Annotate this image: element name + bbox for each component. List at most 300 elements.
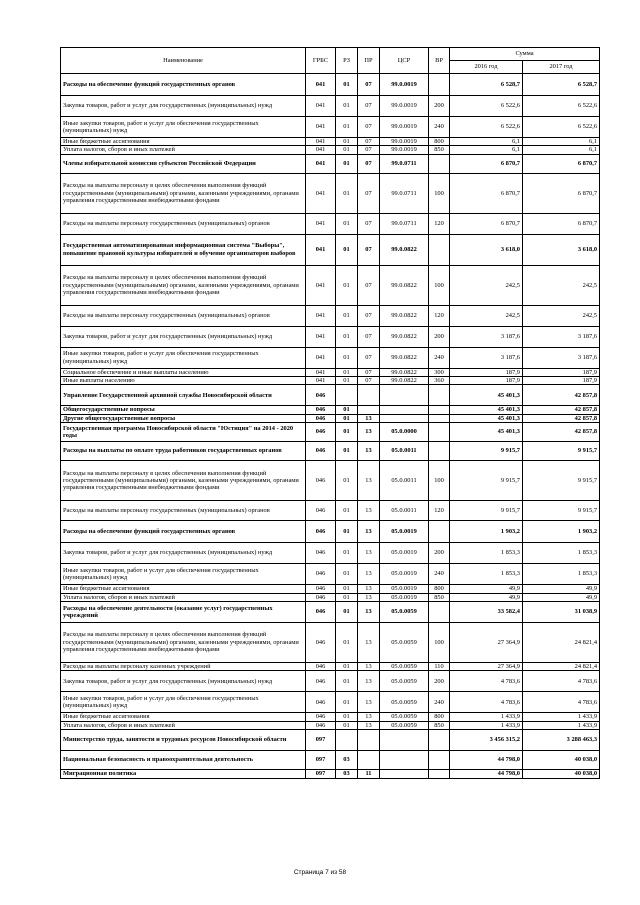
row-grbs-cell: 046 [306, 521, 336, 543]
row-pr-cell: 07 [358, 265, 380, 305]
row-pr-cell: 13 [358, 622, 380, 662]
row-2017-cell: 31 038,9 [523, 601, 600, 622]
row-2017-cell: 3 618,0 [523, 234, 600, 265]
row-rz-cell: 01 [336, 305, 358, 326]
row-csr-cell: 05.0.0019 [380, 521, 429, 543]
row-name-cell: Государственная автоматизированная информационная система "Выборы", повышение правовой культуры избирателей и обучение организаторов выборов [61, 234, 306, 265]
row-2017-cell: 1 853,3 [523, 564, 600, 585]
row-2017-cell: 187,9 [523, 368, 600, 376]
row-2016-cell: 27 364,9 [450, 662, 523, 670]
row-rz-cell: 01 [336, 442, 358, 461]
row-vr-cell: 120 [429, 305, 450, 326]
table-row [61, 406, 600, 414]
row-name-cell: Иные закупки товаров, работ и услуг для обеспечения государственных (муниципальных) нужд [61, 692, 306, 713]
row-vr-cell: 850 [429, 721, 450, 729]
row-name-cell: Расходы на выплаты персоналу государственных (муниципальных) органов [61, 305, 306, 326]
row-grbs-cell: 041 [306, 154, 336, 173]
row-name-cell: Управление Государственной архивной службы Новосибирской области [61, 385, 306, 406]
table-row [61, 265, 600, 305]
row-vr-cell: 800 [429, 713, 450, 721]
row-2016-cell: 45 401,3 [450, 414, 523, 422]
row-vr-cell: 800 [429, 138, 450, 146]
table-row [61, 368, 600, 376]
row-name-cell: Расходы на выплаты персоналу в целях обеспечения выполнения функций государственными (муниципальными) органами, казенными учреждениями, органами управления государственными внебюджетными фондами [61, 461, 306, 501]
row-rz-cell: 01 [336, 368, 358, 376]
row-csr-cell: 99.0.0019 [380, 146, 429, 154]
row-pr-cell: 07 [358, 368, 380, 376]
row-pr-cell: 13 [358, 671, 380, 692]
row-rz-cell: 01 [336, 501, 358, 521]
row-pr-cell: 07 [358, 74, 380, 96]
row-rz-cell: 01 [336, 414, 358, 422]
row-grbs-cell: 041 [306, 74, 336, 96]
row-2017-cell: 1 853,3 [523, 543, 600, 564]
row-2017-cell: 40 038,0 [523, 750, 600, 769]
row-name-cell: Члены избирательной комиссии субъектов Российской Федерации [61, 154, 306, 173]
row-csr-cell: 05.0.0019 [380, 543, 429, 564]
row-name-cell: Расходы на выплаты персоналу в целях обеспечения выполнения функций государственными (муниципальными) органами, казенными учреждениями, органами управления государственными внебюджетными фондами [61, 173, 306, 213]
row-grbs-cell: 041 [306, 326, 336, 347]
row-rz-cell: 01 [336, 692, 358, 713]
row-rz-cell: 01 [336, 461, 358, 501]
table-row [61, 671, 600, 692]
table-body [61, 74, 600, 779]
row-csr-cell [380, 414, 429, 422]
row-name-cell: Расходы на выплаты по оплате труда работников государственных органов [61, 442, 306, 461]
row-pr-cell: 13 [358, 593, 380, 601]
row-rz-cell: 01 [336, 593, 358, 601]
row-2016-cell: 4 783,6 [450, 692, 523, 713]
row-2016-cell: 44 798,0 [450, 769, 523, 778]
row-grbs-cell: 046 [306, 501, 336, 521]
row-grbs-cell: 046 [306, 543, 336, 564]
row-csr-cell: 05.0.0059 [380, 671, 429, 692]
row-vr-cell [429, 521, 450, 543]
row-name-cell: Иные закупки товаров, работ и услуг для обеспечения государственных (муниципальных) нужд [61, 564, 306, 585]
row-2017-cell: 6 870,7 [523, 154, 600, 173]
row-name-cell: Уплата налогов, сборов и иных платежей [61, 146, 306, 154]
row-2017-cell: 4 783,6 [523, 671, 600, 692]
row-name-cell: Социальное обеспечение и иные выплаты населению [61, 368, 306, 376]
row-2017-cell: 24 821,4 [523, 622, 600, 662]
row-grbs-cell: 041 [306, 96, 336, 117]
row-pr-cell: 13 [358, 713, 380, 721]
row-name-cell: Расходы на выплаты персоналу государственных (муниципальных) органов [61, 501, 306, 521]
row-pr-cell: 13 [358, 521, 380, 543]
row-csr-cell: 99.0.0019 [380, 117, 429, 138]
row-name-cell: Министерство труда, занятости и трудовых ресурсов Новосибирской области [61, 729, 306, 750]
row-csr-cell: 99.0.0822 [380, 234, 429, 265]
row-rz-cell: 01 [336, 521, 358, 543]
row-2016-cell: 9 915,7 [450, 461, 523, 501]
row-vr-cell: 100 [429, 265, 450, 305]
row-2016-cell: 6 870,7 [450, 154, 523, 173]
row-rz-cell: 01 [336, 138, 358, 146]
row-rz-cell: 01 [336, 377, 358, 385]
row-vr-cell: 100 [429, 461, 450, 501]
row-rz-cell: 01 [336, 265, 358, 305]
row-pr-cell: 11 [358, 769, 380, 778]
header-vr: ВР [429, 48, 450, 74]
row-pr-cell: 13 [358, 461, 380, 501]
row-rz-cell: 01 [336, 721, 358, 729]
row-csr-cell: 05.0.0011 [380, 501, 429, 521]
row-2017-cell: 42 857,8 [523, 414, 600, 422]
row-2017-cell: 6 522,6 [523, 96, 600, 117]
row-2016-cell: 1 853,3 [450, 564, 523, 585]
row-rz-cell: 01 [336, 234, 358, 265]
row-rz-cell: 01 [336, 671, 358, 692]
row-rz-cell: 01 [336, 713, 358, 721]
row-grbs-cell: 041 [306, 368, 336, 376]
table-row [61, 173, 600, 213]
table-row [61, 117, 600, 138]
row-vr-cell [429, 423, 450, 442]
table-row [61, 326, 600, 347]
row-vr-cell: 240 [429, 564, 450, 585]
row-csr-cell: 05.0.0059 [380, 692, 429, 713]
row-2016-cell: 45 401,3 [450, 423, 523, 442]
row-csr-cell: 05.0.0019 [380, 593, 429, 601]
row-rz-cell: 01 [336, 74, 358, 96]
row-2016-cell: 27 364,9 [450, 622, 523, 662]
row-pr-cell: 13 [358, 662, 380, 670]
row-2017-cell: 1 433,9 [523, 721, 600, 729]
row-name-cell: Расходы на выплаты персоналу в целях обеспечения выполнения функций государственными (муниципальными) органами, казенными учреждениями, органами управления государственными внебюджетными фондами [61, 622, 306, 662]
row-vr-cell: 200 [429, 96, 450, 117]
row-pr-cell: 13 [358, 423, 380, 442]
row-2017-cell: 9 915,7 [523, 461, 600, 501]
row-grbs-cell: 046 [306, 442, 336, 461]
row-grbs-cell: 041 [306, 213, 336, 234]
row-csr-cell: 99.0.0019 [380, 138, 429, 146]
row-csr-cell [380, 750, 429, 769]
row-pr-cell: 13 [358, 721, 380, 729]
row-csr-cell: 05.0.0000 [380, 423, 429, 442]
row-2016-cell: 6,1 [450, 146, 523, 154]
row-rz-cell: 01 [336, 117, 358, 138]
row-name-cell: Расходы на обеспечение деятельности (оказание услуг) государственных учреждений [61, 601, 306, 622]
row-vr-cell [429, 406, 450, 414]
row-name-cell: Расходы на выплаты персоналу государственных (муниципальных) органов [61, 213, 306, 234]
row-grbs-cell: 046 [306, 692, 336, 713]
row-2017-cell: 3 187,6 [523, 326, 600, 347]
table-row [61, 377, 600, 385]
row-2016-cell: 3 187,6 [450, 326, 523, 347]
row-rz-cell: 03 [336, 769, 358, 778]
row-2017-cell: 4 783,6 [523, 692, 600, 713]
row-vr-cell: 120 [429, 501, 450, 521]
row-2017-cell: 6 870,7 [523, 213, 600, 234]
row-vr-cell [429, 385, 450, 406]
row-rz-cell: 01 [336, 601, 358, 622]
table-row [61, 543, 600, 564]
row-grbs-cell: 046 [306, 414, 336, 422]
header-grbs: ГРБС [306, 48, 336, 74]
row-grbs-cell: 041 [306, 117, 336, 138]
row-pr-cell: 07 [358, 154, 380, 173]
table-row [61, 750, 600, 769]
row-2016-cell: 49,9 [450, 593, 523, 601]
table-row [61, 601, 600, 622]
header-name: Наименование [61, 48, 306, 74]
row-grbs-cell: 046 [306, 585, 336, 593]
row-vr-cell [429, 442, 450, 461]
row-2016-cell: 44 798,0 [450, 750, 523, 769]
row-2016-cell: 9 915,7 [450, 442, 523, 461]
page-number: Страница 7 из 58 [293, 869, 347, 876]
row-rz-cell: 01 [336, 154, 358, 173]
row-2017-cell: 42 857,8 [523, 385, 600, 406]
table-row [61, 622, 600, 662]
row-rz-cell: 01 [336, 662, 358, 670]
row-grbs-cell: 046 [306, 423, 336, 442]
row-name-cell: Расходы на выплаты персоналу казенных учреждений [61, 662, 306, 670]
row-vr-cell: 800 [429, 585, 450, 593]
row-name-cell: Миграционная политика [61, 769, 306, 778]
table-row [61, 692, 600, 713]
row-2016-cell: 1 433,9 [450, 713, 523, 721]
row-2016-cell: 4 783,6 [450, 671, 523, 692]
row-2017-cell: 242,5 [523, 265, 600, 305]
row-grbs-cell: 097 [306, 769, 336, 778]
row-pr-cell: 13 [358, 601, 380, 622]
row-rz-cell: 01 [336, 622, 358, 662]
row-pr-cell: 07 [358, 377, 380, 385]
row-rz-cell: 01 [336, 423, 358, 442]
row-name-cell: Закупка товаров, работ и услуг для государственных (муниципальных) нужд [61, 543, 306, 564]
table-row [61, 713, 600, 721]
row-2016-cell: 3 187,6 [450, 347, 523, 368]
row-grbs-cell: 097 [306, 750, 336, 769]
row-rz-cell: 01 [336, 347, 358, 368]
row-2016-cell: 49,9 [450, 585, 523, 593]
row-pr-cell: 07 [358, 326, 380, 347]
row-pr-cell [358, 406, 380, 414]
row-name-cell: Другие общегосударственные вопросы [61, 414, 306, 422]
row-csr-cell: 05.0.0011 [380, 442, 429, 461]
row-csr-cell: 05.0.0059 [380, 662, 429, 670]
row-grbs-cell: 046 [306, 622, 336, 662]
row-pr-cell: 07 [358, 138, 380, 146]
row-csr-cell [380, 406, 429, 414]
row-2017-cell: 9 915,7 [523, 442, 600, 461]
table-row [61, 521, 600, 543]
header-sum: Сумма [450, 48, 600, 61]
row-name-cell: Расходы на выплаты персоналу в целях обеспечения выполнения функций государственными (муниципальными) органами, казенными учреждениями, органами управления государственными внебюджетными фондами [61, 265, 306, 305]
row-name-cell: Иные бюджетные ассигнования [61, 585, 306, 593]
header-rz: РЗ [336, 48, 358, 74]
row-pr-cell: 07 [358, 234, 380, 265]
row-vr-cell: 850 [429, 146, 450, 154]
row-pr-cell: 13 [358, 692, 380, 713]
row-csr-cell: 99.0.0711 [380, 173, 429, 213]
row-grbs-cell: 041 [306, 305, 336, 326]
row-name-cell: Закупка товаров, работ и услуг для государственных (муниципальных) нужд [61, 96, 306, 117]
row-csr-cell: 05.0.0059 [380, 713, 429, 721]
row-2016-cell: 6 528,7 [450, 74, 523, 96]
row-grbs-cell: 046 [306, 671, 336, 692]
row-2016-cell: 6 870,7 [450, 173, 523, 213]
row-rz-cell: 01 [336, 543, 358, 564]
table-row [61, 347, 600, 368]
row-vr-cell: 200 [429, 543, 450, 564]
row-rz-cell: 01 [336, 146, 358, 154]
row-csr-cell: 05.0.0059 [380, 601, 429, 622]
row-rz-cell: 01 [336, 585, 358, 593]
row-vr-cell: 110 [429, 662, 450, 670]
row-grbs-cell: 041 [306, 377, 336, 385]
row-2016-cell: 187,9 [450, 368, 523, 376]
row-csr-cell [380, 729, 429, 750]
row-pr-cell: 07 [358, 146, 380, 154]
row-vr-cell: 240 [429, 117, 450, 138]
header-2016: 2016 год [450, 61, 523, 74]
row-csr-cell: 05.0.0011 [380, 461, 429, 501]
row-rz-cell [336, 385, 358, 406]
row-pr-cell: 07 [358, 173, 380, 213]
row-pr-cell: 13 [358, 543, 380, 564]
row-name-cell: Уплата налогов, сборов и иных платежей [61, 593, 306, 601]
row-pr-cell: 13 [358, 564, 380, 585]
row-rz-cell: 01 [336, 213, 358, 234]
table-row [61, 96, 600, 117]
table-row [61, 501, 600, 521]
table-header [61, 48, 600, 74]
row-grbs-cell: 046 [306, 721, 336, 729]
row-csr-cell: 05.0.0019 [380, 564, 429, 585]
row-2017-cell: 242,5 [523, 305, 600, 326]
row-name-cell: Расходы на обеспечение функций государственных органов [61, 521, 306, 543]
row-grbs-cell: 041 [306, 265, 336, 305]
table-row [61, 564, 600, 585]
row-2017-cell: 40 038,0 [523, 769, 600, 778]
row-name-cell: Иные выплаты населению [61, 377, 306, 385]
row-2017-cell: 6 528,7 [523, 74, 600, 96]
row-vr-cell: 240 [429, 347, 450, 368]
table-row [61, 414, 600, 422]
row-grbs-cell: 046 [306, 461, 336, 501]
row-csr-cell: 99.0.0019 [380, 96, 429, 117]
table-row [61, 662, 600, 670]
row-csr-cell: 99.0.0822 [380, 326, 429, 347]
row-vr-cell [429, 234, 450, 265]
row-vr-cell: 240 [429, 692, 450, 713]
table-row [61, 234, 600, 265]
row-rz-cell: 01 [336, 173, 358, 213]
row-grbs-cell: 097 [306, 729, 336, 750]
row-2016-cell: 6 870,7 [450, 213, 523, 234]
row-2017-cell: 9 915,7 [523, 501, 600, 521]
row-grbs-cell: 046 [306, 601, 336, 622]
table-row [61, 154, 600, 173]
row-name-cell: Закупка товаров, работ и услуг для государственных (муниципальных) нужд [61, 326, 306, 347]
row-grbs-cell: 041 [306, 146, 336, 154]
row-2016-cell: 6 522,6 [450, 96, 523, 117]
row-grbs-cell: 046 [306, 593, 336, 601]
row-pr-cell [358, 750, 380, 769]
row-pr-cell [358, 729, 380, 750]
row-rz-cell: 01 [336, 96, 358, 117]
row-2016-cell: 187,9 [450, 377, 523, 385]
row-name-cell: Иные закупки товаров, работ и услуг для обеспечения государственных (муниципальных) нужд [61, 347, 306, 368]
row-pr-cell: 07 [358, 117, 380, 138]
row-pr-cell: 07 [358, 305, 380, 326]
row-csr-cell: 99.0.0711 [380, 213, 429, 234]
row-csr-cell: 99.0.0822 [380, 377, 429, 385]
table-row [61, 146, 600, 154]
row-2017-cell: 6 522,6 [523, 117, 600, 138]
table-row [61, 138, 600, 146]
row-2016-cell: 3 618,0 [450, 234, 523, 265]
row-rz-cell: 01 [336, 326, 358, 347]
row-2017-cell: 3 288 463,3 [523, 729, 600, 750]
row-2016-cell: 33 582,4 [450, 601, 523, 622]
row-csr-cell: 05.0.0059 [380, 721, 429, 729]
row-2017-cell: 187,9 [523, 377, 600, 385]
row-2016-cell: 1 853,3 [450, 543, 523, 564]
row-rz-cell [336, 729, 358, 750]
row-vr-cell [429, 729, 450, 750]
row-name-cell: Государственная программа Новосибирской области "Юстиция" на 2014 - 2020 годы [61, 423, 306, 442]
row-csr-cell: 99.0.0822 [380, 368, 429, 376]
row-name-cell: Расходы на обеспечение функций государственных органов [61, 74, 306, 96]
row-grbs-cell: 041 [306, 347, 336, 368]
row-grbs-cell: 046 [306, 385, 336, 406]
row-vr-cell: 200 [429, 326, 450, 347]
row-2017-cell: 42 857,8 [523, 423, 600, 442]
row-grbs-cell: 041 [306, 173, 336, 213]
row-rz-cell: 03 [336, 750, 358, 769]
row-2017-cell: 3 187,6 [523, 347, 600, 368]
row-csr-cell: 05.0.0059 [380, 622, 429, 662]
table-row [61, 585, 600, 593]
row-vr-cell [429, 769, 450, 778]
row-2016-cell: 3 456 315,2 [450, 729, 523, 750]
row-vr-cell: 300 [429, 368, 450, 376]
row-csr-cell: 99.0.0822 [380, 305, 429, 326]
row-2016-cell: 6,1 [450, 138, 523, 146]
header-pr: ПР [358, 48, 380, 74]
row-name-cell: Иные закупки товаров, работ и услуг для обеспечения государственных (муниципальных) нужд [61, 117, 306, 138]
row-rz-cell: 01 [336, 564, 358, 585]
row-grbs-cell: 041 [306, 138, 336, 146]
row-vr-cell: 120 [429, 213, 450, 234]
row-2016-cell: 45 401,3 [450, 406, 523, 414]
row-2017-cell: 24 821,4 [523, 662, 600, 670]
row-name-cell: Иные бюджетные ассигнования [61, 713, 306, 721]
row-pr-cell: 13 [358, 585, 380, 593]
budget-table [60, 47, 600, 779]
row-vr-cell: 360 [429, 377, 450, 385]
row-2016-cell: 45 401,3 [450, 385, 523, 406]
row-2016-cell: 6 522,6 [450, 117, 523, 138]
row-rz-cell: 01 [336, 406, 358, 414]
row-2017-cell: 6,1 [523, 146, 600, 154]
row-csr-cell: 05.0.0019 [380, 585, 429, 593]
row-name-cell: Иные бюджетные ассигнования [61, 138, 306, 146]
row-csr-cell: 99.0.0711 [380, 154, 429, 173]
row-pr-cell: 13 [358, 414, 380, 422]
row-pr-cell: 13 [358, 442, 380, 461]
row-vr-cell: 850 [429, 593, 450, 601]
row-pr-cell: 13 [358, 501, 380, 521]
row-vr-cell: 100 [429, 173, 450, 213]
row-grbs-cell: 041 [306, 234, 336, 265]
row-vr-cell [429, 750, 450, 769]
row-2016-cell: 1 903,2 [450, 521, 523, 543]
table-row [61, 721, 600, 729]
